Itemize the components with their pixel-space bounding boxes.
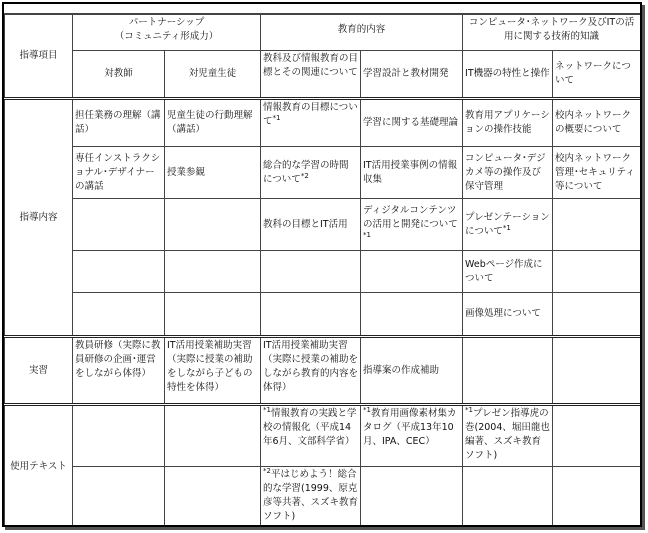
texts-r1-it [463, 405, 553, 467]
texts-r1-subject-note: *1 [263, 405, 271, 414]
content-r2-teachers: 専任インストラクショナル･デザイナーの講話 [73, 147, 165, 199]
col-header-it-devices: IT機器の特性と操作 [463, 51, 553, 99]
practice-subject: IT活用授業補助実習（実際に授業の補助をしながら教育的内容を体得） [261, 337, 361, 405]
practice-network [553, 337, 641, 405]
col-header-network: ネットワークについて [553, 51, 641, 99]
content-r2-network: 校内ネットワーク管理･セキュリティ等について [553, 147, 641, 199]
texts-r1-subject [261, 405, 361, 467]
partnership-title: パートナーシップ [128, 17, 205, 28]
content-r4-network [553, 251, 641, 293]
content-r5-network [553, 293, 641, 337]
content-r5-students [165, 293, 261, 337]
texts-r2-it [463, 467, 553, 528]
texts-r2-subject-note: *2 [263, 466, 271, 475]
training-plan-table-frame [2, 2, 642, 527]
header-group-partnership [73, 15, 261, 51]
content-r3-lesson-text: ディジタルコンテンツの活用と開発について [363, 204, 458, 230]
practice-teachers: 教員研修（実際に教員研修の企画･運営をしながら体得） [73, 337, 165, 405]
col-header-teachers: 対教師 [73, 51, 165, 99]
content-r3-it-note: *1 [502, 223, 511, 232]
row-label-texts: 使用テキスト [5, 405, 73, 528]
training-plan-table [4, 14, 641, 527]
texts-r1-it-note: *1 [465, 405, 473, 414]
educational-content-title: 教育的内容 [337, 24, 386, 35]
top-strip [4, 4, 640, 14]
practice-lesson: 指導案の作成補助 [361, 337, 463, 405]
content-r3-network [553, 199, 641, 251]
content-r3-lesson-note: *1 [363, 230, 371, 239]
texts-r1-it-text: プレゼン指導虎の巻(2004、堀田龍也編著、スズキ教育ソフト) [465, 408, 550, 461]
texts-r1-network [553, 405, 641, 467]
col-header-subject-relation: 教科及び情報教育の目標とその関連について [261, 51, 361, 99]
content-r5-subject [261, 293, 361, 337]
texts-r1-students [165, 405, 261, 467]
row-label-content: 指導内容 [5, 99, 73, 337]
content-r5-lesson [361, 293, 463, 337]
content-r1-lesson: 学習に関する基礎理論 [361, 99, 463, 147]
content-r3-teachers [73, 199, 165, 251]
texts-r2-teachers [73, 467, 165, 528]
texts-r1-subject-text: 情報教育の実践と学校の情報化（平成14年6月、文部科学省） [263, 408, 357, 447]
content-r2-lesson: IT活用授業事例の情報収集 [361, 147, 463, 199]
header-group-technical-knowledge: コンピュータ･ネットワーク及びITの活用に関する技術的知識 [463, 15, 641, 51]
texts-r1-teachers [73, 405, 165, 467]
content-r4-teachers [73, 251, 165, 293]
content-r1-it: 教育用アプリケーションの操作技能 [463, 99, 553, 147]
content-r2-it: コンピュータ･デジカメ等の操作及び保守管理 [463, 147, 553, 199]
content-r4-lesson [361, 251, 463, 293]
content-r3-it-text: プレゼンテーションについて [465, 211, 550, 237]
content-r3-it [463, 199, 553, 251]
col-header-students: 対児童生徒 [165, 51, 261, 99]
content-r1-subject [261, 99, 361, 147]
content-r4-subject [261, 251, 361, 293]
content-r5-it: 画像処理について [463, 293, 553, 337]
header-group-educational-content [261, 15, 463, 51]
practice-it [463, 337, 553, 405]
content-r1-subject-note: *1 [272, 113, 281, 122]
partnership-subtitle: （コミュニティ形成力） [114, 31, 219, 42]
header-item-label: 指導項目 [5, 15, 73, 99]
content-r4-students [165, 251, 261, 293]
texts-r2-subject [261, 467, 361, 528]
content-r3-students [165, 199, 261, 251]
texts-r2-students [165, 467, 261, 528]
row-label-practice: 実習 [5, 337, 73, 405]
content-r1-teachers: 担任業務の理解（講話） [73, 99, 165, 147]
content-r2-subject-note: *2 [300, 171, 309, 180]
content-r2-subject-text: 総合的な学習の時間について [263, 159, 349, 185]
content-r1-students: 児童生徒の行動理解（講話） [165, 99, 261, 147]
col-header-lesson-design: 学習設計と教材開発 [361, 51, 463, 99]
content-r4-it: Webページ作成について [463, 251, 553, 293]
texts-r1-lesson-text: 教育用画像素材集カタログ（平成13年10月、IPA、CEC） [363, 408, 457, 447]
content-r1-network: 校内ネットワークの概要について [553, 99, 641, 147]
content-r3-subject: 教科の目標とIT活用 [261, 199, 361, 251]
content-r2-students: 授業参観 [165, 147, 261, 199]
content-r1-subject-text: 情報教育の目標について [263, 102, 358, 127]
texts-r2-network [553, 467, 641, 528]
texts-r1-lesson-note: *1 [363, 405, 371, 414]
texts-r2-subject-text: 平はじめよう！総合的な学習(1999、原克彦等共著、スズキ教育ソフト) [263, 469, 359, 522]
content-r2-subject [261, 147, 361, 199]
practice-students: IT活用授業補助実習（実際に授業の補助をしながら子どもの特性を体得） [165, 337, 261, 405]
content-r3-lesson [361, 199, 463, 251]
content-r5-teachers [73, 293, 165, 337]
texts-r2-lesson [361, 467, 463, 528]
texts-r1-lesson [361, 405, 463, 467]
